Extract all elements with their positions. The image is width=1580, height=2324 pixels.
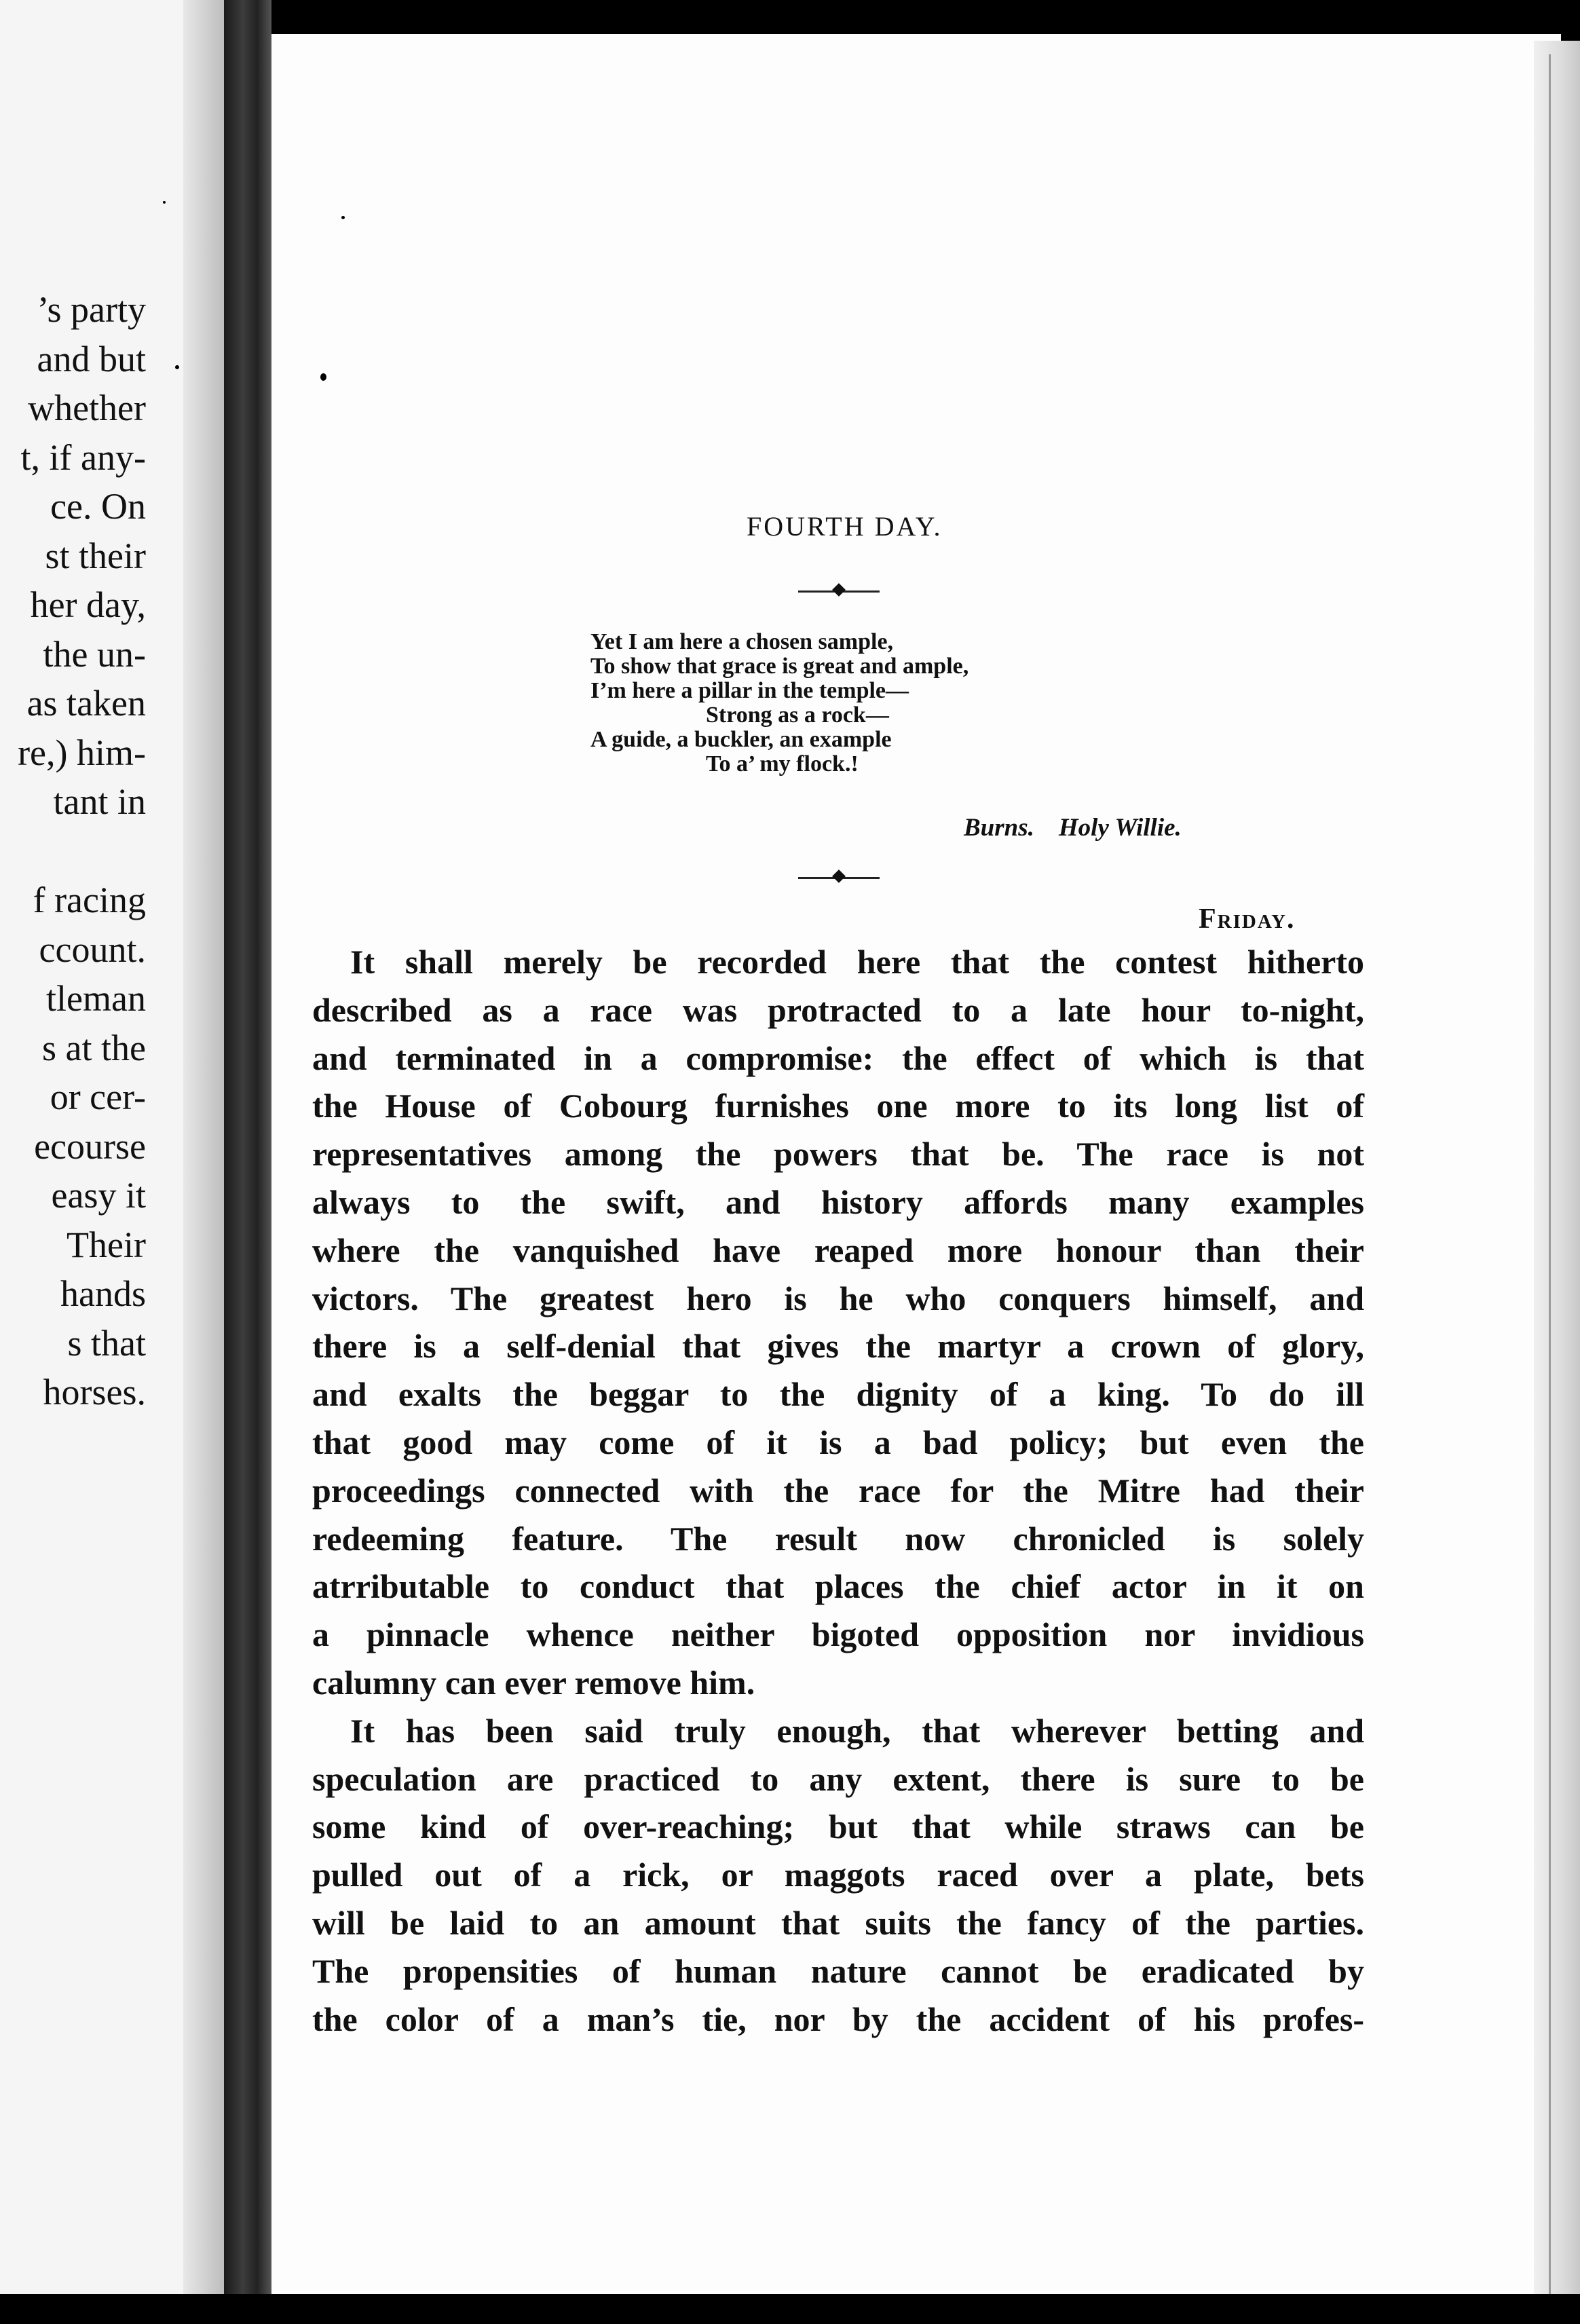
epigraph-line: Yet I am here a chosen sample, xyxy=(590,629,894,654)
body-line: the color of a man’s tie, nor by the accident of his profes- xyxy=(312,2000,1364,2038)
body-line: the House of Cobourg furnishes one more to its long list of xyxy=(312,1087,1364,1125)
left-line: Their xyxy=(67,1224,146,1265)
body-line: where the vanquished have reaped more honour than their xyxy=(312,1231,1364,1269)
chapter-heading: FOURTH DAY. xyxy=(747,511,943,542)
epigraph-attribution xyxy=(964,813,1182,842)
epigraph-line: I’m here a pillar in the temple— xyxy=(590,678,909,703)
ornament-divider-top xyxy=(798,591,880,593)
body-line: victors. The greatest hero is he who conquers himself, and xyxy=(312,1279,1364,1317)
body-line: calumny can ever remove him. xyxy=(312,1663,755,1702)
left-line: the un- xyxy=(43,633,146,675)
left-line xyxy=(0,827,146,876)
epigraph-line: Strong as a rock— xyxy=(706,702,889,728)
left-line: tleman xyxy=(46,978,146,1019)
left-line: whether xyxy=(28,388,146,428)
body-line: atrributable to conduct that places the chief actor in it on xyxy=(312,1567,1364,1606)
body-line: some kind of over-reaching; but that while straws can be xyxy=(312,1807,1364,1846)
left-line: ccount. xyxy=(39,929,146,970)
left-line: easy it xyxy=(51,1175,146,1216)
ink-speck xyxy=(175,365,179,369)
left-line: or cer- xyxy=(50,1076,146,1117)
epigraph-line: To show that grace is great and ample, xyxy=(590,654,969,679)
left-line: t, if any- xyxy=(20,436,146,478)
body-line: will be laid to an amount that suits the fancy of the parties. xyxy=(312,1903,1364,1942)
body-line: there is a self-denial that gives the martyr a crown of glory, xyxy=(312,1327,1364,1366)
body-line: and exalts the beggar to the dignity of a king. To do ill xyxy=(312,1375,1364,1414)
body-line: and terminated in a compromise: the effect of which is that xyxy=(312,1038,1364,1077)
left-line: ce. On xyxy=(50,486,146,527)
book-gutter xyxy=(224,0,271,2308)
left-line: her day, xyxy=(30,584,146,625)
body-line: always to the swift, and history affords many examples xyxy=(312,1182,1364,1221)
page-edge-line xyxy=(1549,54,1551,2294)
left-page-text xyxy=(0,285,146,1417)
body-text xyxy=(312,938,1364,2043)
left-page-curve-shadow xyxy=(183,0,224,2308)
body-line: a pinnacle whence neither bigoted opposition nor invidious xyxy=(312,1615,1364,1654)
page-edge-stack xyxy=(1534,41,1580,2294)
left-line: s that xyxy=(67,1322,146,1364)
body-line: speculation are practiced to any extent, there is sure to be xyxy=(312,1759,1364,1798)
left-line: s at the xyxy=(42,1027,146,1068)
left-line: ecourse xyxy=(34,1125,146,1167)
ornament-divider-bottom xyxy=(798,877,880,879)
left-line: st their xyxy=(45,535,146,576)
left-page-fragment xyxy=(0,0,224,2308)
scan-bottom-border xyxy=(0,2294,1580,2324)
left-line: f racing xyxy=(33,880,146,920)
left-line: tant in xyxy=(53,781,146,822)
body-line: It shall merely be recorded here that the contest hitherto xyxy=(350,943,1364,981)
left-line: hands xyxy=(60,1273,146,1314)
left-line: and but xyxy=(37,338,146,379)
body-line: described as a race was protracted to a late hour to-night, xyxy=(312,990,1364,1029)
epigraph xyxy=(590,630,968,776)
body-line: that good may come of it is a bad policy; but even the xyxy=(312,1423,1364,1461)
body-line: representatives among the powers that be. The race is not xyxy=(312,1135,1364,1174)
epigraph-line: A guide, a buckler, an example xyxy=(590,727,892,752)
left-line: re,) him- xyxy=(18,732,146,773)
epigraph-author: Burns. xyxy=(964,814,1034,842)
epigraph-poem-title: Holy Willie. xyxy=(1058,814,1182,842)
epigraph-line: To a’ my flock.! xyxy=(706,751,859,776)
body-line: proceedings connected with the race for the Mitre had their xyxy=(312,1471,1364,1510)
left-line: ’s party xyxy=(37,289,146,330)
ink-speck xyxy=(163,201,166,204)
ink-speck xyxy=(320,373,326,381)
day-heading: Friday. xyxy=(1199,903,1296,935)
body-line: It has been said truly enough, that wherever betting and xyxy=(350,1711,1364,1750)
left-line: horses. xyxy=(43,1372,146,1412)
body-line: pulled out of a rick, or maggots raced over a plate, bets xyxy=(312,1856,1364,1894)
left-line: as taken xyxy=(26,683,146,724)
body-line: redeeming feature. The result now chronicled is solely xyxy=(312,1519,1364,1558)
body-line: The propensities of human nature cannot be eradicated by xyxy=(312,1951,1364,1990)
ink-speck xyxy=(341,216,345,219)
